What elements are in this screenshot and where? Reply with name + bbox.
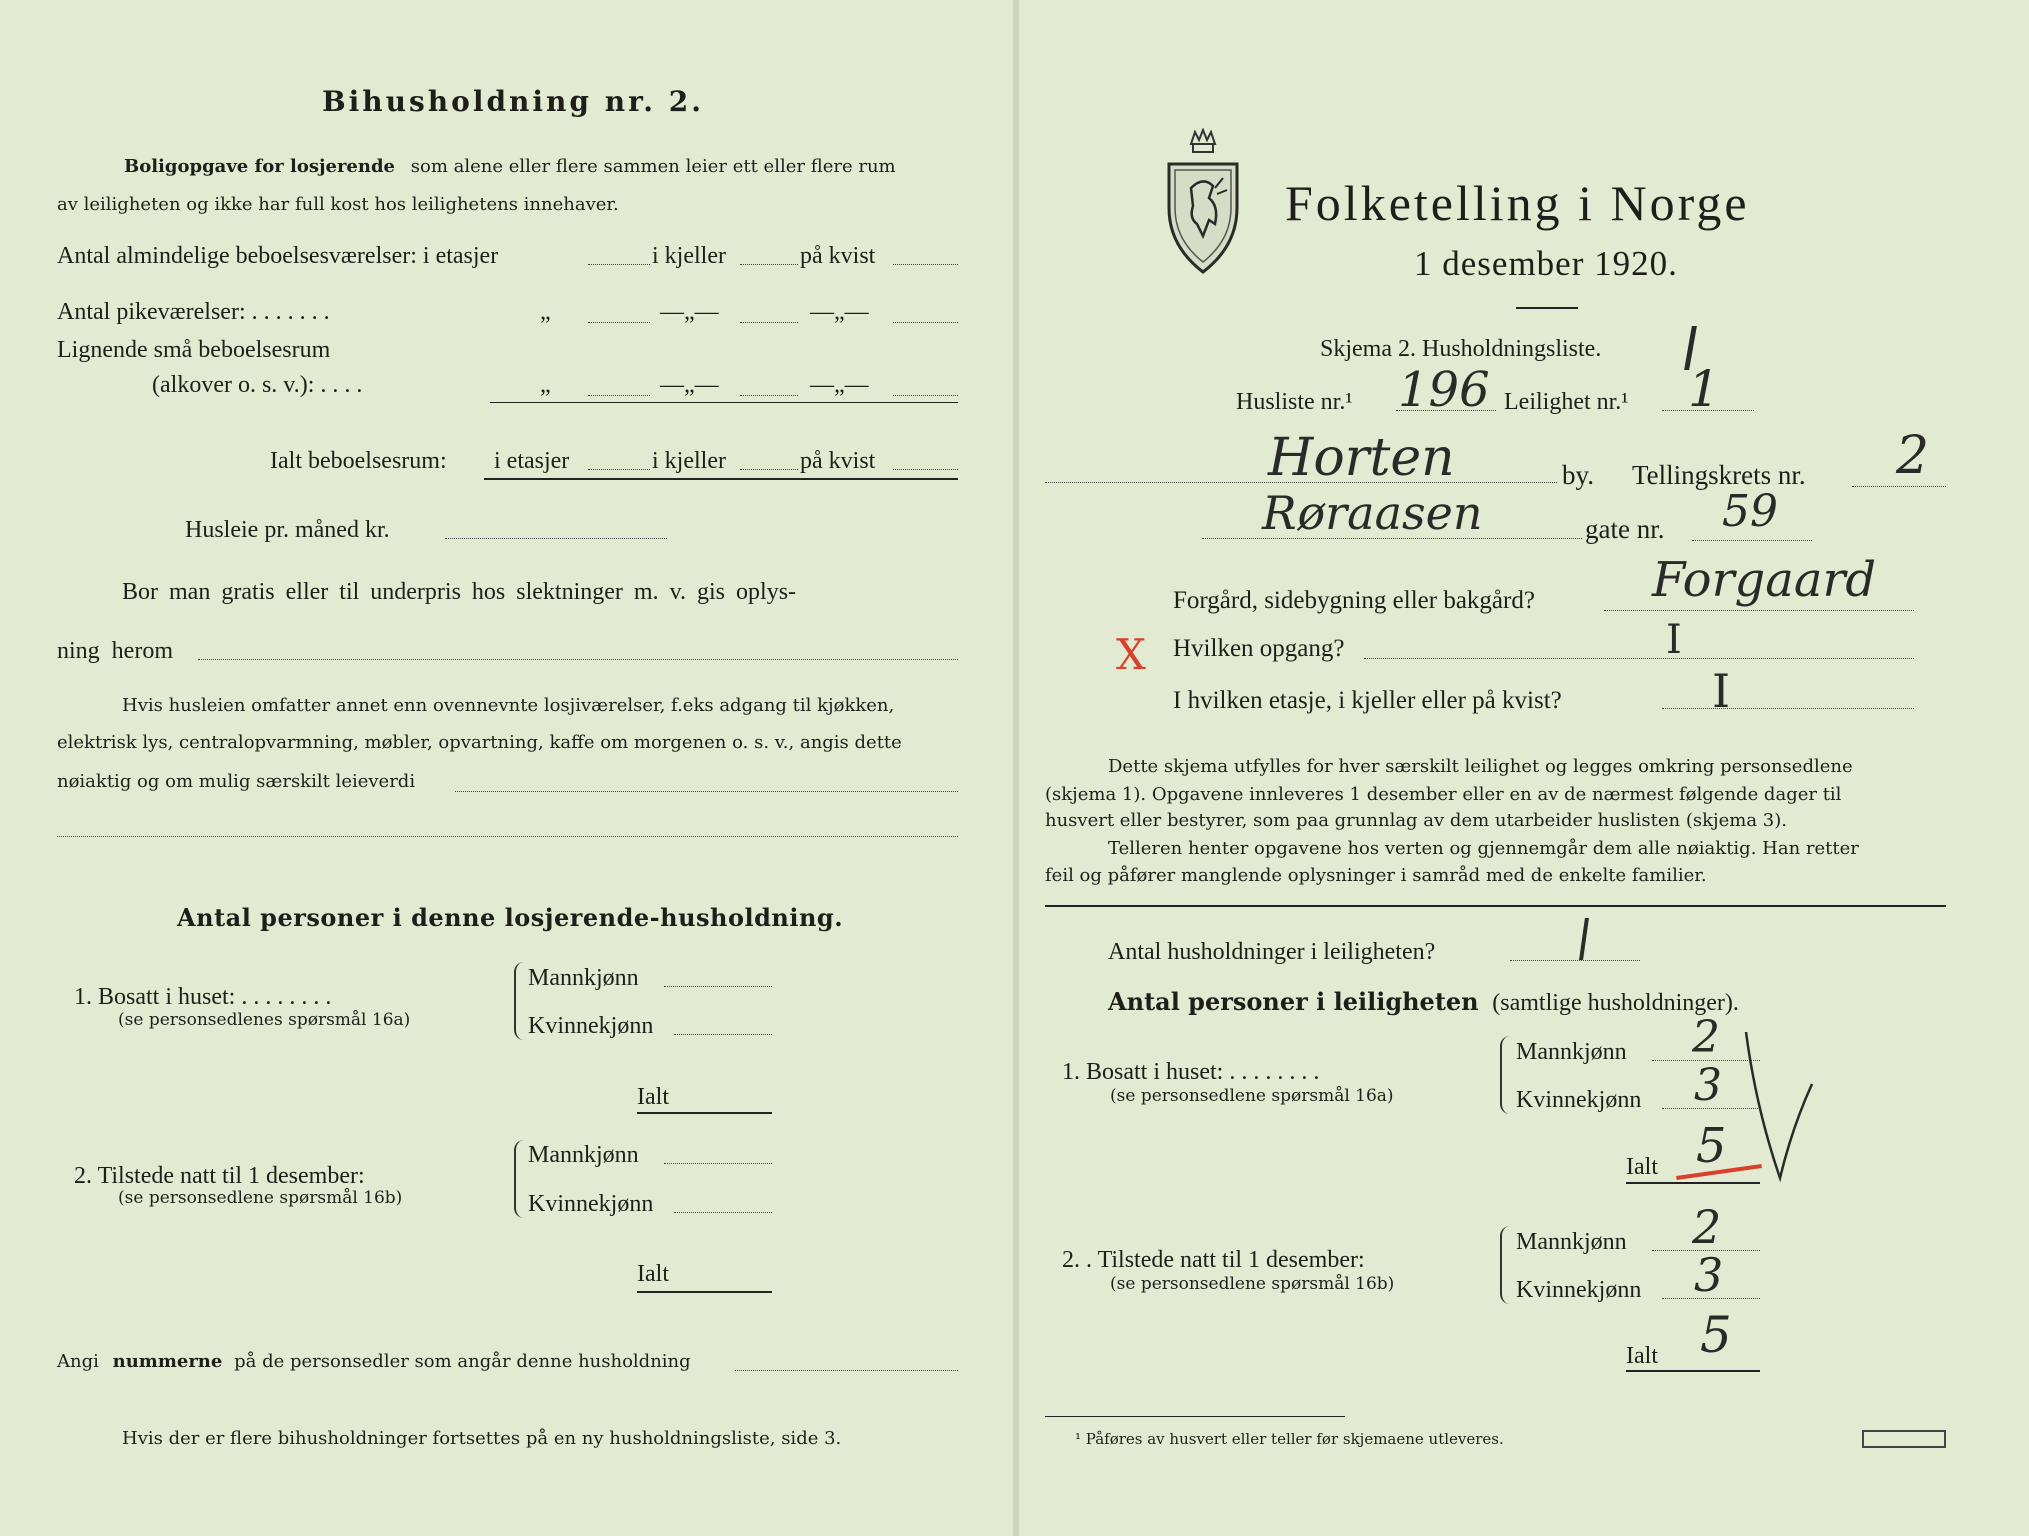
continue-note: Hvis der er flere bihusholdninger fortsettes på en ny husholdningsliste, side 3. <box>122 1428 842 1449</box>
gate-label: gate nr. <box>1585 514 1665 544</box>
forgard-value: Forgaard <box>1652 552 1877 608</box>
left-q1-male-label: Mannkjønn <box>528 965 639 991</box>
instructions-line-2: (skjema 1). Opgavene innleveres 1 desember eller en av de nærmest følgende dager til <box>1045 784 1842 805</box>
right-q1-label: 1. Bosatt i huset: . . . . . . . . <box>1062 1059 1320 1085</box>
footnote: ¹ Påføres av husvert eller teller før skjemaene utleveres. <box>1075 1430 1504 1448</box>
maid-field-1[interactable] <box>588 322 650 323</box>
small-ditto-3: —„— <box>810 372 869 398</box>
right-q1-total-label: Ialt <box>1626 1154 1658 1180</box>
maid-field-2[interactable] <box>740 322 798 323</box>
rooms-sum-rule <box>490 402 958 403</box>
gate-nr-field[interactable] <box>1692 540 1812 541</box>
krets-field[interactable] <box>1852 486 1946 487</box>
by-field[interactable] <box>1045 482 1557 483</box>
included-field-2[interactable] <box>57 836 958 837</box>
gate-value: Røraasen <box>1262 486 1483 540</box>
small-ditto-1: „ <box>540 372 551 398</box>
right-persons-bold: Antal personer i leiligheten <box>1108 987 1479 1016</box>
intro-line-2: av leiligheten og ikke har full kost hos leilighetens innehaver. <box>57 194 619 215</box>
right-q2-label: 2. . Tilstede natt til 1 desember: <box>1062 1247 1365 1273</box>
right-q1-total-value: 5 <box>1696 1118 1727 1174</box>
rooms-kvist-field[interactable] <box>893 264 958 265</box>
schema-label: Skjema 2. Husholdningsliste. <box>1320 336 1602 362</box>
total-kvist-field[interactable] <box>893 469 958 470</box>
intro-rest: som alene eller flere sammen leier ett eller flere rum <box>410 156 896 177</box>
left-q2-female-field[interactable] <box>674 1212 772 1213</box>
right-q2-female-label: Kvinnekjønn <box>1516 1277 1642 1303</box>
right-q2-female-value: 3 <box>1694 1248 1724 1302</box>
households-value-stroke <box>1579 918 1589 960</box>
small-rooms-label-2: (alkover o. s. v.): . . . . <box>152 372 363 398</box>
by-value: Horten <box>1268 428 1455 488</box>
total-etasjer-field[interactable] <box>588 469 650 470</box>
small-rooms-label-1: Lignende små beboelsesrum <box>57 337 331 363</box>
krets-label: Tellingskrets nr. <box>1632 460 1806 490</box>
by-label: by. <box>1562 460 1594 490</box>
leilighet-value: 1 <box>1688 360 1720 418</box>
rooms-kjeller-field[interactable] <box>740 264 798 265</box>
left-q2-male-field[interactable] <box>664 1163 772 1164</box>
instructions-line-4: Telleren henter opgavene hos verten og gjennemgår dem alle nøiaktig. Han retter <box>1108 838 1859 859</box>
title-underline <box>1516 307 1578 309</box>
left-q1-brace <box>514 962 526 1040</box>
instructions-line-1: Dette skjema utfylles for hver særskilt leilighet og legges omkring personsedlene <box>1108 756 1853 777</box>
left-q2-sub: (se personsedlene spørsmål 16b) <box>118 1188 403 1208</box>
included-line-1: Hvis husleien omfatter annet enn ovennevnte losjiværelser, f.eks adgang til kjøkken, <box>122 695 895 716</box>
left-q1-male-field[interactable] <box>664 986 772 987</box>
numbers-text-2: på de personsedler som angår denne husholdning <box>234 1351 691 1372</box>
households-label: Antal husholdninger i leiligheten? <box>1108 939 1436 965</box>
total-rooms-kjeller: i kjeller <box>652 448 726 474</box>
husliste-label: Husliste nr.¹ <box>1236 389 1353 415</box>
rooms-kjeller-label: i kjeller <box>652 243 726 269</box>
right-q1-male-label: Mannkjønn <box>1516 1039 1627 1065</box>
etasje-field[interactable] <box>1662 708 1914 709</box>
free-lodging-line-1: Bor man gratis eller til underpris hos slektninger m. v. gis oplys- <box>122 579 797 605</box>
left-q2-total-field[interactable] <box>637 1291 772 1293</box>
total-rooms-rule <box>484 478 958 480</box>
right-q2-sub: (se personsedlene spørsmål 16b) <box>1110 1274 1395 1294</box>
small-ditto-2: —„— <box>660 372 719 398</box>
opgang-field[interactable] <box>1364 658 1914 659</box>
left-q2-brace <box>514 1140 526 1218</box>
left-q1-sub: (se personsedlenes spørsmål 16a) <box>118 1010 411 1030</box>
numbers-line <box>57 1353 691 1371</box>
small-field-1[interactable] <box>588 395 650 396</box>
total-rooms-label: Ialt beboelsesrum: <box>270 448 447 474</box>
left-q1-total-label: Ialt <box>637 1084 669 1110</box>
included-field-1[interactable] <box>455 791 958 792</box>
right-persons-rest: (samtlige husholdninger). <box>1492 990 1739 1016</box>
forgard-label: Forgård, sidebygning eller bakgård? <box>1173 587 1535 614</box>
maid-ditto-1: „ <box>540 299 551 325</box>
check-mark-icon <box>1740 1028 1820 1188</box>
numbers-bold: nummerne <box>112 1351 223 1372</box>
section-divider <box>1045 905 1946 907</box>
total-kjeller-field[interactable] <box>740 469 798 470</box>
maid-ditto-2: —„— <box>660 299 719 325</box>
free-lodging-field[interactable] <box>198 659 958 660</box>
husliste-value: 196 <box>1398 362 1490 418</box>
census-date: 1 desember 1920. <box>1414 244 1678 283</box>
footnote-rule <box>1045 1416 1345 1417</box>
included-line-2: elektrisk lys, centralopvarmning, møbler, opvartning, kaffe om morgenen o. s. v., angis dette <box>57 732 902 753</box>
small-field-3[interactable] <box>893 395 958 396</box>
rent-label: Husleie pr. måned kr. <box>185 517 390 543</box>
page-fold <box>1013 0 1019 1536</box>
etasje-label: I hvilken etasje, i kjeller eller på kvist? <box>1173 687 1562 714</box>
maid-ditto-3: —„— <box>810 299 869 325</box>
left-q2-total-label: Ialt <box>637 1261 669 1287</box>
included-line-3: nøiaktig og om mulig særskilt leieverdi <box>57 771 416 792</box>
maid-field-3[interactable] <box>893 322 958 323</box>
left-q1-female-label: Kvinnekjønn <box>528 1013 654 1039</box>
total-rooms-etasjer: i etasjer <box>494 448 570 474</box>
gate-nr-value: 59 <box>1722 486 1778 537</box>
households-field[interactable] <box>1510 960 1640 961</box>
right-q2-female-field[interactable] <box>1662 1298 1760 1299</box>
instructions-line-3: husvert eller bestyrer, som paa grunnlag av dem utarbeider huslisten (skjema 3). <box>1045 810 1787 831</box>
rooms-etasjer-field[interactable] <box>588 264 650 265</box>
left-q2-female-label: Kvinnekjønn <box>528 1191 654 1217</box>
opgang-value: I <box>1666 617 1682 663</box>
leilighet-field[interactable] <box>1662 410 1754 411</box>
left-q2-label: 2. Tilstede natt til 1 desember: <box>74 1163 365 1189</box>
right-q1-male-value: 2 <box>1692 1012 1720 1063</box>
right-q2-total-field[interactable] <box>1626 1370 1760 1372</box>
right-q1-brace <box>1500 1036 1512 1114</box>
numbers-field[interactable] <box>735 1370 958 1371</box>
krets-value: 2 <box>1896 426 1930 486</box>
intro-bold: Boligopgave for losjerende <box>124 156 396 177</box>
right-title: Folketelling i Norge <box>1285 175 1750 231</box>
right-q2-brace <box>1500 1226 1512 1304</box>
rent-field[interactable] <box>445 538 667 539</box>
maid-rooms-label: Antal pikeværelser: . . . . . . . <box>57 299 330 325</box>
right-q2-male-label: Mannkjønn <box>1516 1229 1627 1255</box>
husliste-field[interactable] <box>1396 410 1496 411</box>
opgang-label: Hvilken opgang? <box>1173 635 1345 662</box>
intro-line-1 <box>124 158 896 176</box>
left-q1-total-field[interactable] <box>637 1112 772 1114</box>
left-q1-label: 1. Bosatt i huset: . . . . . . . . <box>74 984 332 1010</box>
right-q2-total-label: Ialt <box>1626 1343 1658 1369</box>
coat-of-arms-icon <box>1163 128 1243 276</box>
opgang-mark: X <box>1116 630 1146 679</box>
forgard-field[interactable] <box>1604 610 1914 611</box>
gate-field[interactable] <box>1202 538 1582 539</box>
right-q1-sub: (se personsedlene spørsmål 16a) <box>1110 1086 1394 1106</box>
total-rooms-kvist: på kvist <box>800 448 876 474</box>
right-q2-total-value: 5 <box>1700 1306 1732 1364</box>
right-q2-male-value: 2 <box>1692 1200 1722 1254</box>
small-field-2[interactable] <box>740 395 798 396</box>
right-q1-female-label: Kvinnekjønn <box>1516 1087 1642 1113</box>
instructions-line-5: feil og påfører manglende oplysninger i samråd med de enkelte familier. <box>1045 865 1707 886</box>
rooms-label: Antal almindelige beboelsesværelser: i etasjer <box>57 243 499 269</box>
left-persons-heading: Antal personer i denne losjerende-husholdning. <box>177 903 844 932</box>
free-lodging-line-2: ning herom <box>57 638 173 664</box>
rooms-kvist-label: på kvist <box>800 243 876 269</box>
etasje-value: I <box>1712 664 1731 718</box>
left-q1-female-field[interactable] <box>674 1034 772 1035</box>
right-q1-female-value: 3 <box>1694 1060 1722 1111</box>
left-title: Bihusholdning nr. 2. <box>322 85 704 118</box>
printer-stamp <box>1862 1430 1946 1448</box>
left-q2-male-label: Mannkjønn <box>528 1142 639 1168</box>
numbers-text-1: Angi <box>57 1351 99 1372</box>
leilighet-label: Leilighet nr.¹ <box>1504 389 1629 415</box>
right-persons-heading <box>1108 987 1739 1016</box>
